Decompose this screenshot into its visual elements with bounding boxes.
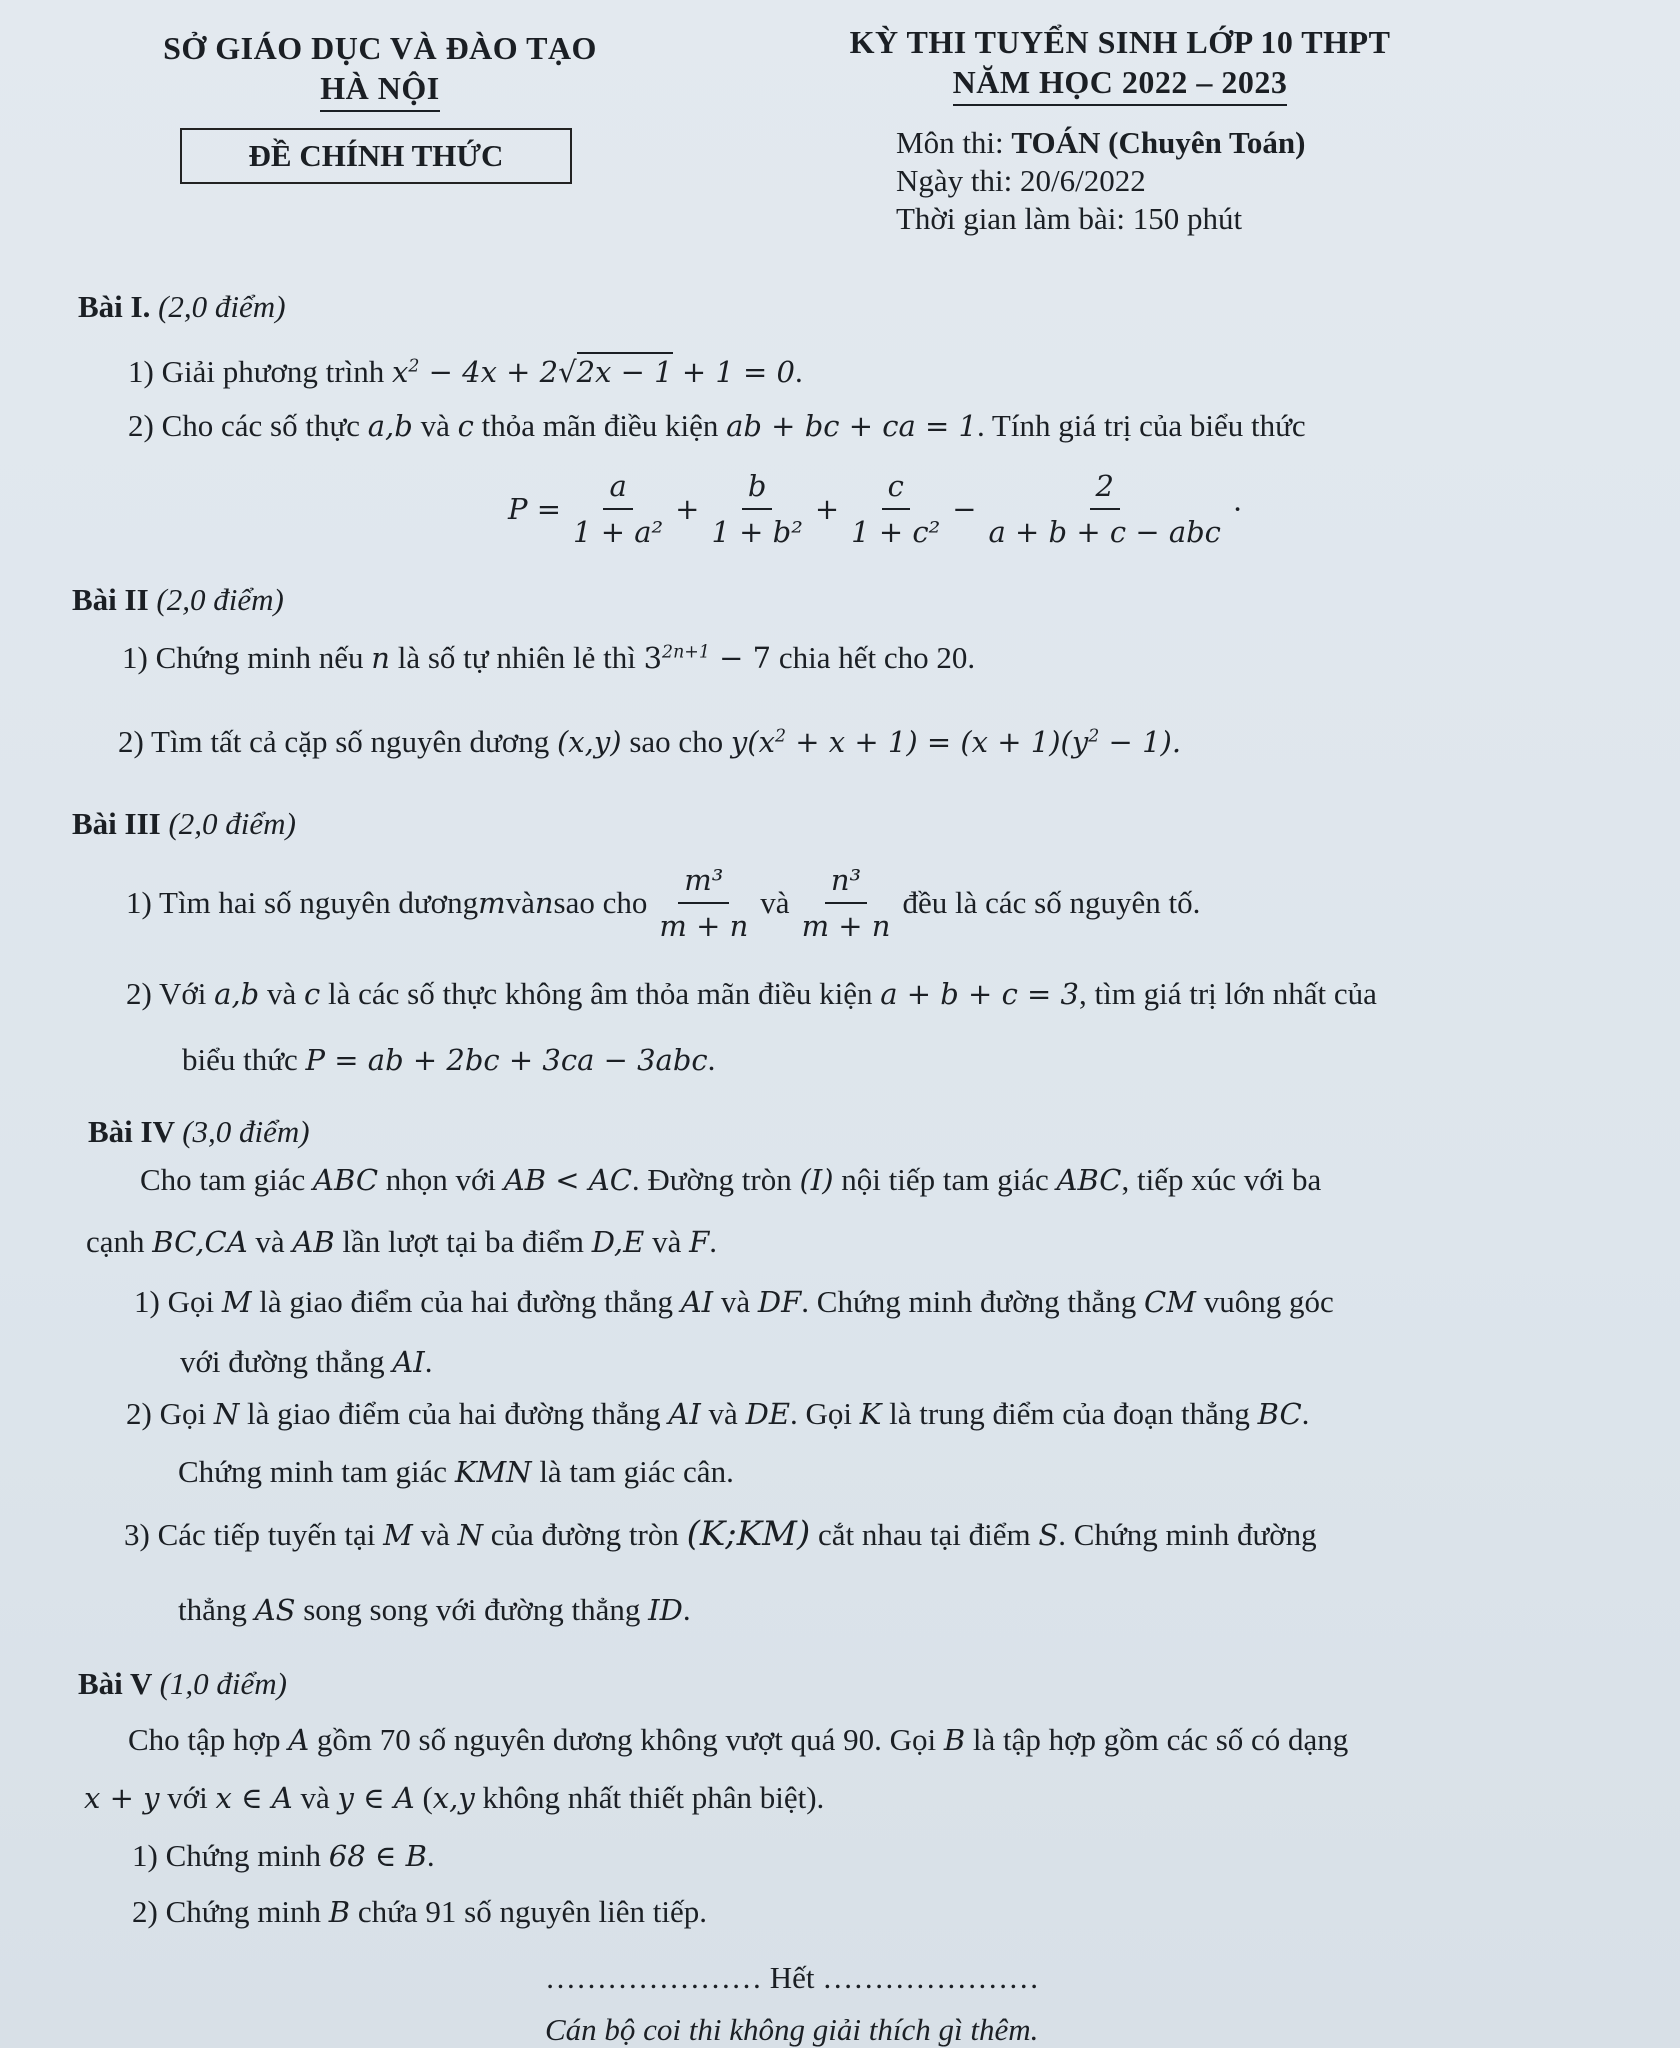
math-pair: (x,y) bbox=[556, 725, 622, 759]
question-5-1 bbox=[132, 1836, 435, 1876]
section-points: (1,0 điểm) bbox=[159, 1666, 287, 1701]
question-text: biểu thức bbox=[182, 1042, 306, 1077]
period: . bbox=[426, 1838, 435, 1873]
text: . Chứng minh đường bbox=[1058, 1517, 1317, 1552]
subject-label: Môn thi: bbox=[896, 125, 1012, 160]
math: AI bbox=[680, 1285, 714, 1319]
fraction bbox=[653, 862, 754, 944]
math-var: n bbox=[534, 886, 554, 920]
end-marker: ………………… Hết ………………… bbox=[545, 1960, 1040, 1995]
question-4-2 bbox=[126, 1394, 1309, 1434]
math: B bbox=[943, 1723, 966, 1757]
section-points: (2,0 điểm) bbox=[158, 289, 286, 324]
math: A bbox=[288, 1723, 310, 1757]
conj: và bbox=[505, 885, 535, 920]
math-vars: a,b bbox=[367, 409, 413, 443]
fraction bbox=[796, 862, 897, 944]
exam-date: Ngày thi: 20/6/2022 bbox=[896, 163, 1146, 198]
question-1-2 bbox=[128, 406, 1306, 446]
question-text: . Tính giá trị của biểu thức bbox=[976, 408, 1306, 443]
math: K bbox=[859, 1397, 882, 1431]
question-text: thỏa mãn điều kiện bbox=[473, 408, 727, 443]
numerator: m³ bbox=[678, 862, 729, 904]
section-points: (2,0 điểm) bbox=[168, 806, 296, 841]
exam-info bbox=[896, 124, 1305, 238]
period: . bbox=[424, 1344, 433, 1379]
fraction bbox=[705, 468, 808, 550]
fraction bbox=[567, 468, 669, 550]
section-label: Bài V bbox=[78, 1666, 152, 1701]
math: 68 ∈ B bbox=[328, 1839, 427, 1873]
denominator: a + b + c − abc bbox=[988, 515, 1221, 549]
question-text: là số tự nhiên lẻ thì bbox=[389, 640, 644, 675]
question-3-2-line2 bbox=[182, 1040, 715, 1080]
department-city: HÀ NỘI bbox=[320, 68, 439, 112]
math: M bbox=[383, 1518, 413, 1552]
problem-5-intro-2 bbox=[84, 1778, 824, 1818]
math-var: n bbox=[371, 641, 390, 675]
period: . bbox=[707, 1042, 716, 1077]
power-expr: $3^{2n+1} - 7$ bbox=[643, 641, 772, 675]
text: gồm 70 số nguyên dương không vượt quá 90. Gọi bbox=[309, 1722, 944, 1757]
question-5-2 bbox=[132, 1892, 707, 1932]
math: CM bbox=[1144, 1285, 1196, 1319]
numerator: c bbox=[882, 468, 910, 510]
question-text: 1) Giải phương trình bbox=[128, 354, 392, 389]
question-text: sao cho bbox=[553, 885, 648, 920]
math-var: c bbox=[304, 977, 321, 1011]
expression: P = ab + 2bc + 3ca − 3abc bbox=[305, 1043, 708, 1077]
math: AS bbox=[254, 1593, 296, 1627]
school-year: NĂM HỌC 2022 – 2023 bbox=[953, 62, 1288, 106]
section-title-5 bbox=[78, 1664, 287, 1704]
text: lần lượt tại ba điểm bbox=[334, 1224, 592, 1259]
denominator: 1 + a² bbox=[573, 515, 664, 549]
fraction bbox=[845, 468, 946, 550]
question-4-3-line2 bbox=[178, 1590, 691, 1630]
question-3-1 bbox=[126, 862, 1200, 944]
section-points: (3,0 điểm) bbox=[182, 1114, 310, 1149]
subject-line bbox=[896, 124, 1305, 162]
numerator: b bbox=[742, 468, 773, 510]
question-text: , tìm giá trị lớn nhất của bbox=[1079, 976, 1377, 1011]
math: ID bbox=[648, 1593, 683, 1627]
question-text: là các số thực không âm thỏa mãn điều kiện bbox=[320, 976, 881, 1011]
numerator: n³ bbox=[825, 862, 867, 904]
question-text: 1) Chứng minh nếu bbox=[122, 640, 372, 675]
equation: $y(x^2 + x + 1) = (x + 1)(y^2 - 1)$. bbox=[730, 725, 1182, 759]
section-title-2 bbox=[72, 580, 284, 620]
math: x + y bbox=[84, 1781, 160, 1815]
exam-duration: Thời gian làm bài: 150 phút bbox=[896, 201, 1243, 236]
text: song song với đường thẳng bbox=[295, 1592, 649, 1627]
period: · bbox=[1232, 492, 1243, 526]
math: M bbox=[221, 1285, 252, 1319]
question-4-3 bbox=[124, 1514, 1317, 1555]
question-4-1 bbox=[134, 1282, 1334, 1322]
math: x ∈ A bbox=[215, 1781, 293, 1815]
math: ABC bbox=[313, 1163, 379, 1197]
question-text: chia hết cho 20. bbox=[771, 640, 976, 675]
period: . bbox=[709, 1224, 717, 1259]
exam-header bbox=[790, 22, 1450, 106]
text: . Gọi bbox=[789, 1396, 860, 1431]
equation: $x^2 - 4x + 2√2x - 1 + 1 = 0$ bbox=[392, 355, 795, 389]
text: với đường thẳng bbox=[180, 1344, 393, 1379]
text: chứa 91 số nguyên liên tiếp. bbox=[350, 1894, 707, 1929]
text: với bbox=[159, 1780, 216, 1815]
text: là giao điểm của hai đường thẳng bbox=[239, 1396, 669, 1431]
numerator: 2 bbox=[1090, 468, 1120, 510]
math: (I) bbox=[799, 1163, 834, 1197]
plus: + bbox=[675, 492, 700, 526]
text: . Đường tròn bbox=[631, 1162, 800, 1197]
exam-name: KỲ THI TUYỂN SINH LỚP 10 THPT bbox=[849, 24, 1391, 60]
official-exam-box bbox=[180, 128, 572, 184]
math: DE bbox=[745, 1397, 790, 1431]
problem-4-intro-1 bbox=[140, 1160, 1321, 1200]
conj: và bbox=[412, 408, 458, 443]
plus: + bbox=[814, 492, 840, 526]
math: AI bbox=[392, 1345, 425, 1379]
math-vars: a,b bbox=[214, 977, 260, 1011]
text: là trung điểm của đoạn thẳng bbox=[881, 1396, 1258, 1431]
text: nhọn với bbox=[378, 1162, 504, 1197]
text: Cho tam giác bbox=[140, 1162, 314, 1197]
denominator: 1 + c² bbox=[851, 515, 941, 549]
problem-4-intro-2 bbox=[86, 1222, 717, 1262]
math: ABC bbox=[1056, 1163, 1122, 1197]
section-label: Bài III bbox=[72, 806, 161, 841]
math: BC bbox=[1257, 1397, 1302, 1431]
math: B bbox=[328, 1895, 351, 1929]
problem-5-intro-1 bbox=[128, 1720, 1348, 1760]
text: ( bbox=[414, 1780, 433, 1815]
question-1-1: 1) Giải phương trình $x^2 - 4x + 2√2x - 1 + 1 = 0$. bbox=[128, 354, 803, 389]
math: S bbox=[1038, 1518, 1059, 1552]
text: cạnh bbox=[86, 1224, 153, 1259]
math: AB < AC bbox=[503, 1163, 632, 1197]
department-header bbox=[130, 28, 630, 112]
text: Cho tập hợp bbox=[128, 1722, 289, 1757]
math: AB bbox=[292, 1225, 335, 1259]
text: cắt nhau tại điểm bbox=[810, 1517, 1039, 1552]
math: D,E bbox=[591, 1225, 645, 1259]
text: 2) Gọi bbox=[126, 1396, 214, 1431]
math: BC,CA bbox=[152, 1225, 248, 1259]
section-points: (2,0 điểm) bbox=[156, 582, 284, 617]
denominator: m + n bbox=[659, 909, 749, 943]
denominator: m + n bbox=[801, 909, 891, 943]
minus: − bbox=[952, 492, 977, 526]
text: của đường tròn bbox=[482, 1517, 687, 1552]
text: và bbox=[292, 1780, 338, 1815]
question-text: 2) Tìm tất cả cặp số nguyên dương bbox=[118, 724, 557, 759]
department-name: SỞ GIÁO DỤC VÀ ĐÀO TẠO bbox=[163, 30, 597, 66]
condition-eq: a + b + c = 3 bbox=[880, 977, 1080, 1011]
text: không nhất thiết phân biệt). bbox=[474, 1780, 825, 1815]
math: KMN bbox=[454, 1455, 532, 1489]
text: vuông góc bbox=[1195, 1284, 1334, 1319]
conj: và bbox=[713, 1284, 758, 1319]
text: là tập hợp gồm các số có dạng bbox=[965, 1722, 1349, 1757]
conj: và bbox=[700, 1396, 746, 1431]
period: . bbox=[1301, 1396, 1310, 1431]
math: (K;KM) bbox=[686, 1514, 811, 1554]
question-text: 2) Cho các số thực bbox=[128, 408, 368, 443]
question-4-2-line2 bbox=[178, 1452, 734, 1492]
text: nội tiếp tam giác bbox=[833, 1162, 1057, 1197]
question-text: sao cho bbox=[621, 724, 731, 759]
invigilator-note: Cán bộ coi thi không giải thích gì thêm. bbox=[545, 2012, 1039, 2047]
math: N bbox=[457, 1518, 483, 1552]
question-3-2 bbox=[126, 974, 1377, 1014]
math-var: c bbox=[457, 409, 474, 443]
text: 1) Chứng minh bbox=[132, 1838, 329, 1873]
section-label: Bài II bbox=[72, 582, 149, 617]
math: F bbox=[689, 1225, 710, 1259]
expression-P bbox=[508, 468, 1242, 550]
section-title-1 bbox=[78, 287, 286, 327]
subject-value: TOÁN (Chuyên Toán) bbox=[1011, 125, 1306, 160]
condition-eq: ab + bc + ca = 1 bbox=[726, 409, 977, 443]
question-text: đều là các số nguyên tố. bbox=[902, 885, 1201, 920]
text: Chứng minh tam giác bbox=[178, 1454, 455, 1489]
text: 3) Các tiếp tuyến tại bbox=[124, 1517, 384, 1552]
text: , tiếp xúc với ba bbox=[1121, 1162, 1322, 1197]
question-text: 1) Tìm hai số nguyên dương bbox=[126, 885, 479, 920]
official-label: ĐỀ CHÍNH THỨC bbox=[248, 138, 504, 173]
math: AI bbox=[668, 1397, 701, 1431]
numerator: a bbox=[603, 468, 632, 510]
text: . Chứng minh đường thẳng bbox=[801, 1284, 1145, 1319]
question-text: 2) Với bbox=[126, 976, 215, 1011]
text: 2) Chứng minh bbox=[132, 1894, 329, 1929]
text: thẳng bbox=[178, 1592, 255, 1627]
math: DF bbox=[757, 1285, 802, 1319]
conj: và bbox=[259, 976, 304, 1011]
question-2-2 bbox=[118, 722, 1181, 762]
denominator: 1 + b² bbox=[711, 515, 803, 549]
conj: và bbox=[760, 885, 790, 920]
conj: và bbox=[412, 1517, 458, 1552]
text: là giao điểm của hai đường thẳng bbox=[251, 1284, 681, 1319]
section-title-3 bbox=[72, 804, 296, 844]
section-label: Bài I. bbox=[78, 289, 151, 324]
question-2-1 bbox=[122, 638, 975, 678]
math-var: m bbox=[478, 886, 506, 920]
period: . bbox=[682, 1592, 691, 1627]
text: là tam giác cân. bbox=[531, 1454, 734, 1489]
math: y ∈ A bbox=[337, 1781, 415, 1815]
p-lhs: P = bbox=[508, 492, 562, 526]
text: 1) Gọi bbox=[134, 1284, 222, 1319]
text: và bbox=[247, 1224, 293, 1259]
section-title-4 bbox=[88, 1112, 310, 1152]
math: x,y bbox=[432, 1781, 475, 1815]
math: N bbox=[213, 1397, 240, 1431]
fraction bbox=[983, 468, 1227, 550]
question-4-1-line2 bbox=[180, 1342, 432, 1382]
text: và bbox=[644, 1224, 690, 1259]
section-label: Bài IV bbox=[88, 1114, 175, 1149]
